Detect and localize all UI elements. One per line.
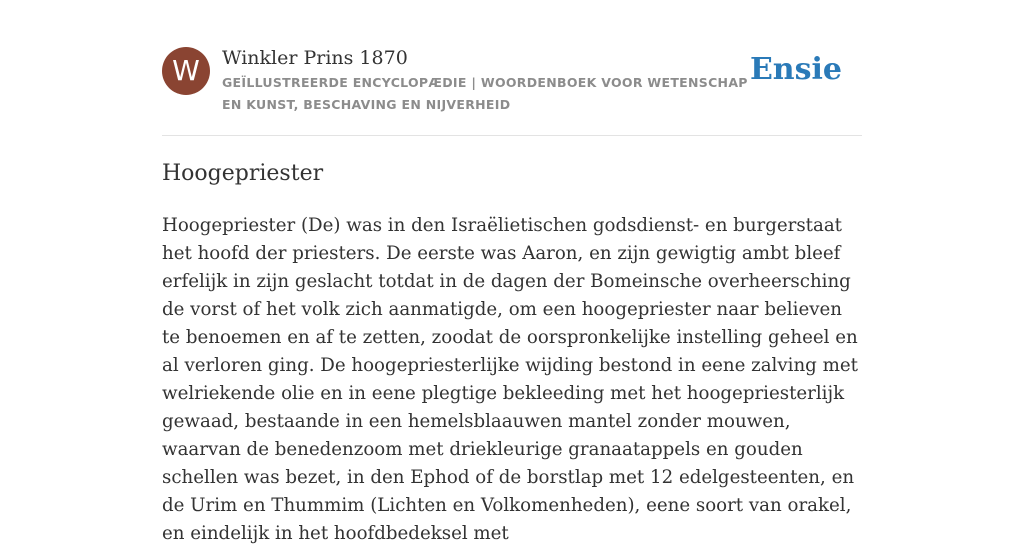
article-body: Hoogepriester (De) was in den Israëlietischen godsdienst- en burgerstaat het hoofd der priesters. De eerste was Aaron, en zijn gewigtig ambt bleef erfelijk in zijn geslacht totdat in de dagen der Bomeinsche overheersching de vorst of het volk zich aanmatigde, om een hoogepriester naar believen te benoemen en af te zetten, zoodat de oorspronkelijke instelling geheel en al verloren ging. De hoogepriesterlijke wijding bestond in eene zalving met welriekende olie en in eene plegtige bekleeding met het hoogepriesterlijk gewaad, bestaande in een hemelsblaauwen mantel zonder mouwen, waarvan de benedenzoom met driekleurige granaatappels en gouden schellen was bezet, in den Ephod of de borstlap met 12 edelgesteenten, en de Urim en Thummim (Lichten en Volkomenheden), eene soort van orakel, en eindelijk in het hoofdbedeksel met <box>162 215 858 544</box>
source-header <box>162 46 862 136</box>
source-avatar[interactable]: W <box>162 47 210 95</box>
ensie-logo[interactable]: Ensie <box>749 52 842 87</box>
header-divider <box>162 135 862 136</box>
source-subtitle: GEÏLLUSTREERDE ENCYCLOPÆDIE | WOORDENBOEK VOOR WETENSCHAP EN KUNST, BESCHAVING EN NIJVERHEID <box>222 75 748 112</box>
article-title: Hoogepriester <box>162 161 324 186</box>
source-title-link[interactable]: Winkler Prins 1870 <box>222 47 408 69</box>
